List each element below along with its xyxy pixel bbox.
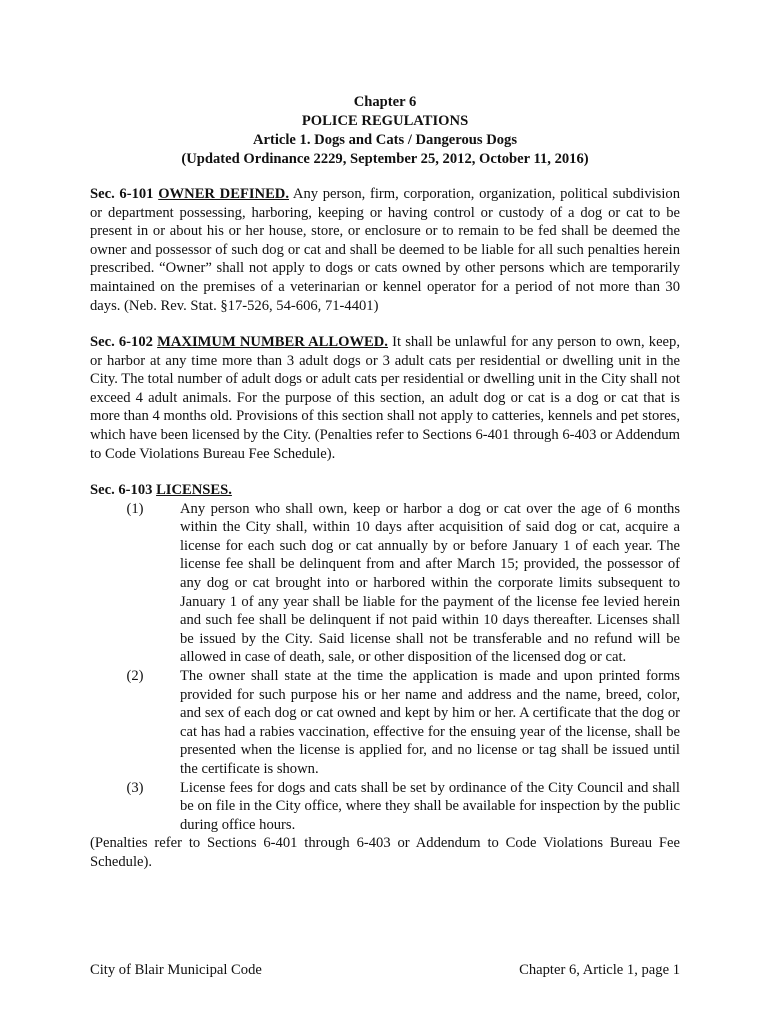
- page-footer: [90, 961, 680, 979]
- penalty-note: (Penalties refer to Sections 6-401 through 6-403 or Addendum to Code Violations Bureau Fee Schedule).: [90, 835, 680, 870]
- item-number: (1): [126, 500, 144, 517]
- item-text: License fees for dogs and cats shall be set by ordinance of the City Council and shall be on file in the City office, where they shall be available for inspection by the public during office hours.: [180, 779, 680, 833]
- section-number: Sec. 6-101: [90, 186, 154, 202]
- chapter-title: POLICE REGULATIONS: [301, 113, 469, 129]
- article-heading: Article 1. Dogs and Cats / Dangerous Dogs: [252, 132, 518, 148]
- item-text: Any person who shall own, keep or harbor a dog or cat over the age of 6 months within the City shall, within 10 days after acquisition of said dog or cat, acquire a license for each such dog or cat annually by or before January 1 of each year. The license fee shall be delinquent from and after March 15; provided, the possessor of any dog or cat brought into or harbored within the corporate limits subsequent to January 1 of any year shall be liable for the payment of the license fee levied herein and such fee shall be delinquent if not paid within 10 days thereafter. Licenses shall be issued by the City. Said license shall not be transferable and no refund will be allowed in case of death, sale, or other disposition of the licensed dog or cat.: [180, 500, 680, 666]
- section-title: MAXIMUM NUMBER ALLOWED.: [157, 334, 388, 350]
- footer-page-ref: Chapter 6, Article 1, page 1: [519, 962, 680, 978]
- update-note: (Updated Ordinance 2229, September 25, 2012, October 11, 2016): [181, 151, 589, 167]
- item-number: (3): [126, 779, 144, 796]
- section-6-101: [90, 185, 680, 315]
- section-title: OWNER DEFINED.: [158, 186, 289, 202]
- list-item: [90, 779, 680, 835]
- section-6-102: [90, 333, 680, 463]
- chapter-heading: Chapter 6: [353, 94, 417, 110]
- section-6-103: [90, 481, 680, 871]
- page-header: [0, 93, 770, 169]
- section-text: It shall be unlawful for any person to own, keep, or harbor at any time more than 3 adult dogs or 3 adult cats per residential or dwelling unit in the City. The total number of adult dogs or adult cats per residential or dwelling unit in the City shall not exceed 4 adult animals. For the purpose of this section, an adult dog or cat is a dog or cat that is more than 4 months old. Provisions of this section shall not apply to catteries, kennels and pet stores, which have been licensed by the City. (Penalties refer to Sections 6-401 through 6-403 or Addendum to Code Violations Bureau Fee Schedule).: [90, 334, 680, 462]
- list-item: [90, 667, 680, 779]
- section-title: LICENSES.: [156, 482, 232, 498]
- section-text: Any person, firm, corporation, organization, political subdivision or department possessing, harboring, keeping or having control or custody of a dog or cat to be present in or about his or her house, store, or enclosure or to remain to be fed shall be deemed the owner and possessor of such dog or cat and shall be deemed to be liable for all such penalties herein prescribed. “Owner” shall not apply to dogs or cats owned by other persons which are temporarily maintained on the premises of a veterinarian or kennel operator for a period of not more than 30 days. (Neb. Rev. Stat. §17-526, 54-606, 71-4401): [90, 186, 680, 314]
- section-heading: [90, 481, 680, 500]
- footer-code-title: City of Blair Municipal Code: [90, 962, 262, 978]
- item-number: (2): [126, 667, 144, 684]
- list-item: [90, 500, 680, 667]
- section-number: Sec. 6-103: [90, 482, 153, 498]
- section-number: Sec. 6-102: [90, 334, 153, 350]
- item-text: The owner shall state at the time the application is made and upon printed forms provided for such purpose his or her name and address and the name, breed, color, and sex of each dog or cat owned and kept by him or her. A certificate that the dog or cat has had a rabies vaccination, effective for the ensuing year of the license, shall be presented when the license is applied for, and no license or tag shall be issued until the certificate is shown.: [180, 667, 680, 777]
